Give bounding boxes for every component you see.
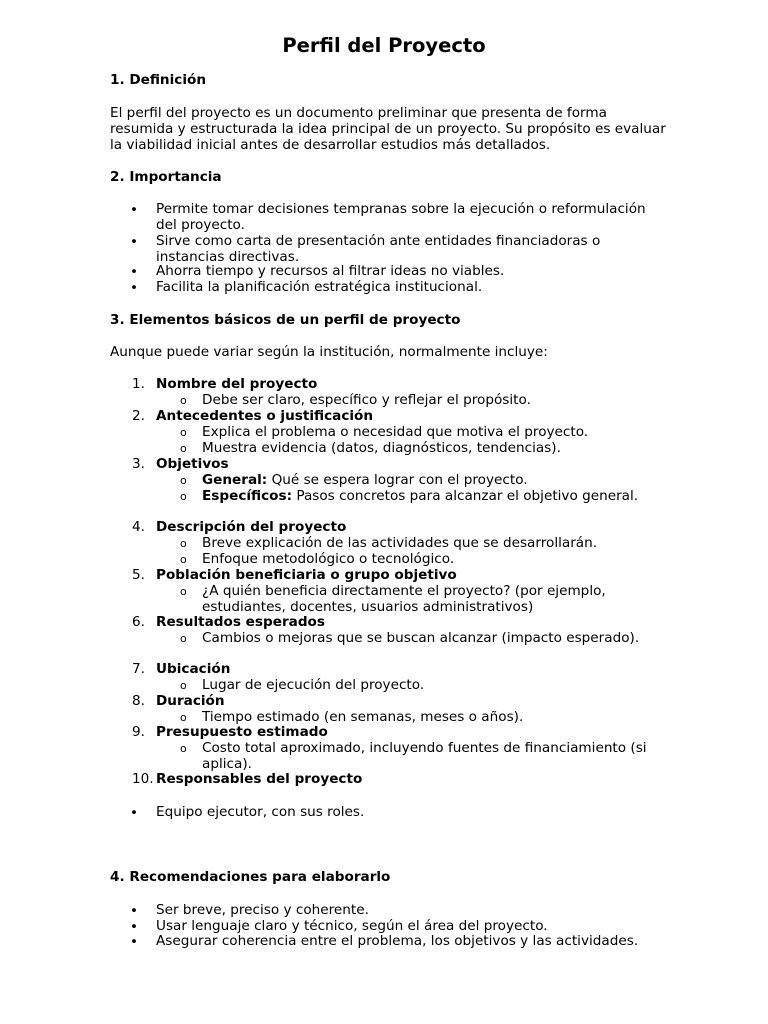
bullet-icon: •	[130, 934, 139, 950]
sub-item	[202, 473, 658, 489]
list-number: 7.	[132, 661, 145, 677]
circle-bullet-icon: o	[180, 742, 187, 755]
sub-item: Lugar de ejecución del proyecto.	[202, 677, 425, 693]
sub-item: Debe ser claro, específico y reflejar el propósito.	[202, 392, 531, 408]
element-label: Ubicación	[156, 661, 231, 677]
list-number: 6.	[132, 614, 145, 630]
list-number: 1.	[132, 376, 145, 392]
list-item: Permite tomar decisiones tempranas sobre la ejecución o reformulación del proyecto.	[156, 201, 646, 233]
circle-bullet-icon: o	[180, 679, 187, 692]
sub-item-label: Específicos:	[202, 488, 293, 504]
list-item: Usar lenguaje claro y técnico, según el área del proyecto.	[156, 918, 548, 934]
section-3-intro: Aunque puede variar según la institución, normalmente incluye:	[110, 344, 548, 360]
sub-item	[202, 489, 658, 505]
circle-bullet-icon: o	[180, 474, 187, 487]
bullet-icon: •	[130, 805, 139, 821]
list-number: 10.	[132, 771, 154, 787]
page-title: Perfil del Proyecto	[282, 34, 486, 57]
element-label: Duración	[156, 693, 225, 709]
circle-bullet-icon: o	[180, 632, 187, 645]
list-number: 9.	[132, 724, 145, 740]
bullet-icon: •	[130, 202, 139, 218]
sub-item-text: Pasos concretos para alcanzar el objetivo general.	[292, 488, 639, 504]
sub-item: Muestra evidencia (datos, diagnósticos, tendencias).	[202, 440, 561, 456]
bullet-icon: •	[130, 264, 139, 280]
sub-item: Costo total aproximado, incluyendo fuentes de financiamiento (si aplica).	[202, 740, 647, 772]
element-label: Presupuesto estimado	[156, 724, 328, 740]
circle-bullet-icon: o	[180, 490, 187, 503]
list-number: 4.	[132, 519, 145, 535]
sub-item: Breve explicación de las actividades que se desarrollarán.	[202, 535, 598, 551]
list-number: 8.	[132, 693, 145, 709]
circle-bullet-icon: o	[180, 537, 187, 550]
list-number: 2.	[132, 408, 145, 424]
bullet-icon: •	[130, 234, 139, 250]
circle-bullet-icon: o	[180, 394, 187, 407]
sub-item-label: General:	[202, 472, 268, 488]
element-label: Descripción del proyecto	[156, 519, 347, 535]
circle-bullet-icon: o	[180, 553, 187, 566]
list-item: Ahorra tiempo y recursos al filtrar ideas no viables.	[156, 263, 505, 279]
list-item: Asegurar coherencia entre el problema, los objetivos y las actividades.	[156, 933, 639, 949]
element-label: Población beneficiaria o grupo objetivo	[156, 567, 457, 583]
list-item: Facilita la planificación estratégica institucional.	[156, 279, 483, 295]
section-2-heading: 2. Importancia	[110, 169, 222, 185]
element-label: Antecedentes o justificación	[156, 408, 374, 424]
circle-bullet-icon: o	[180, 585, 187, 598]
sub-item: ¿A quién beneficia directamente el proyecto? (por ejemplo, estudiantes, docentes, usuarios administrativos)	[202, 583, 606, 615]
list-item: Ser breve, preciso y coherente.	[156, 902, 369, 918]
list-number: 5.	[132, 567, 145, 583]
list-item: Sirve como carta de presentación ante entidades financiadoras o instancias directivas.	[156, 233, 601, 265]
circle-bullet-icon: o	[180, 711, 187, 724]
sub-item: Enfoque metodológico o tecnológico.	[202, 551, 455, 567]
section-4-heading: 4. Recomendaciones para elaborarlo	[110, 869, 391, 885]
element-label: Responsables del proyecto	[156, 771, 363, 787]
circle-bullet-icon: o	[180, 442, 187, 455]
section-1-heading: 1. Definición	[110, 72, 207, 88]
bullet-icon: •	[130, 280, 139, 296]
sub-item: Tiempo estimado (en semanas, meses o años).	[202, 709, 524, 725]
sub-item: Cambios o mejoras que se buscan alcanzar (impacto esperado).	[202, 630, 640, 646]
section-3-heading: 3. Elementos básicos de un perfil de proyecto	[110, 312, 461, 328]
circle-bullet-icon: o	[180, 426, 187, 439]
element-label: Objetivos	[156, 456, 229, 472]
sub-item-text: Qué se espera lograr con el proyecto.	[267, 472, 528, 488]
sub-item: Explica el problema o necesidad que motiva el proyecto.	[202, 424, 589, 440]
element-label: Resultados esperados	[156, 614, 325, 630]
section-1-paragraph: El perfil del proyecto es un documento preliminar que presenta de forma resumida y estructurada la idea principal de un proyecto. Su propósito es evaluar la viabilidad inicial antes de desarrollar estudios más detallados.	[110, 105, 666, 153]
bullet-icon: •	[130, 903, 139, 919]
list-item: Equipo ejecutor, con sus roles.	[156, 804, 365, 820]
list-number: 3.	[132, 456, 145, 472]
element-label: Nombre del proyecto	[156, 376, 318, 392]
bullet-icon: •	[130, 919, 139, 935]
